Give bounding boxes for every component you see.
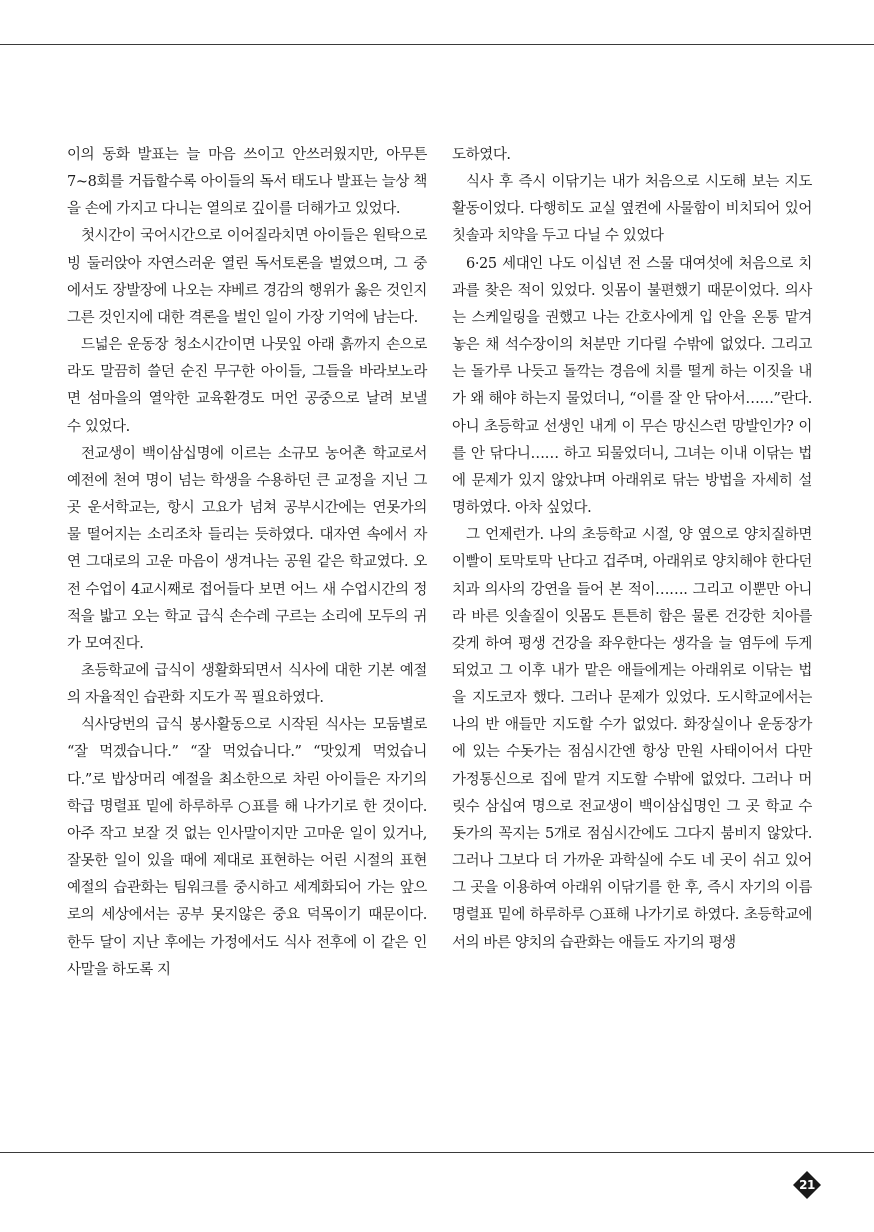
- paragraph: 6·25 세대인 나도 이십년 전 스물 대여섯에 처음으로 치과를 찾은 적이 있었다. 잇몸이 불편했기 때문이었다. 의사는 스케일링을 권했고 나는 간호사에게 입 안을 온통 맡겨놓은 채 석수장이의 처분만 기다릴 수밖에 없었다. 그리고는 돌가루 나듯고 돌깍는 경음에 치를 떨게 하는 이짓을 내가 왜 해야 하는지 물었더니, “이를 잘 안 닦아서……”란다. 아니 초등학교 선생인 내게 이 무슨 망신스런 망발인가? 이를 안 닦다니…… 하고 되물었더니, 그녀는 이내 이닦는 법에 문제가 있지 않았냐며 아래위로 닦는 방법을 자세히 설명하였다. 아차 싶었다.: [452, 255, 812, 517]
- page-number: 21: [799, 1178, 815, 1192]
- paragraph: 식사당번의 급식 봉사활동으로 시작된 식사는 모둠별로 “잘 먹겠습니다.” “잘 먹었습니다.” “맛있게 먹었습니다.”로 밥상머리 예절을 최소한으로 차린 아이들은 자기의 학급 명렬표 밑에 하루하루 ○표를 해 나가기로 한 것이다. 아주 작고 보잘 것 없는 인사말이지만 고마운 일이 있거나, 잘못한 일이 있을 때에 제대로 표현하는 어린 시절의 표현 예절의 습관화는 팀워크를 중시하고 세계화되어 가는 앞으로의 세상에서는 공부 못지않은 중요 덕목이기 때문이다. 한두 달이 지난 후에는 가정에서도 식사 전후에 이 같은 인사말을 하도록 지: [67, 717, 427, 978]
- bottom-rule: [0, 1152, 874, 1153]
- paragraph: 이의 동화 발표는 늘 마음 쓰이고 안쓰러웠지만, 아무튼 7~8회를 거듭할수록 아이들의 독서 태도나 발표는 늘상 책을 손에 가지고 다니는 열의로 깊이를 더해가고 있었다.: [67, 147, 427, 218]
- paragraph: 도하였다.: [452, 147, 511, 163]
- paragraph: 첫시간이 국어시간으로 이어질라치면 아이들은 원탁으로 빙 둘러앉아 자연스러운 열린 독서토론을 벌였으며, 그 중에서도 장발장에 나오는 쟈베르 경감의 행위가 옳은 것인지 그른 것인지에 대한 격론을 벌인 일이 가장 기억에 남는다.: [67, 228, 427, 326]
- paragraph: 드넓은 운동장 청소시간이면 나뭇잎 아래 흙까지 손으로라도 말끔히 쓸던 순진 무구한 아이들, 그들을 바라보노라면 섬마을의 열악한 교육환경도 머언 공중으로 날려 보낼 수 있었다.: [67, 337, 427, 435]
- paragraph: 그 언제런가. 나의 초등학교 시절, 양 옆으로 양치질하면 이빨이 토막토막 난다고 겁주며, 아래위로 양치해야 한다던 치과 의사의 강연을 들어 본 적이……. 그리고 이뿐만 아니라 바른 잇솔질이 잇몸도 튼튼히 함은 물론 건강한 치아를 갖게 하여 평생 건강을 좌우한다는 생각을 늘 염두에 두게 되었고 그 이후 내가 맡은 애들에게는 아래위로 이닦는 법을 지도코자 했다. 그러나 문제가 있었다. 도시학교에서는 나의 반 애들만 지도할 수가 없었다. 화장실이나 운동장가에 있는 수돗가는 점심시간엔 항상 만원 사태이어서 다만 가정통신으로 집에 맡겨 지도할 수밖에 없었다. 그러나 머릿수 삼십여 명으로 전교생이 백이삼십명인 그 곳 학교 수돗가의 꼭지는 5개로 점심시간에도 그다지 붐비지 않았다. 그러나 그보다 더 가까운 과학실에 수도 네 곳이 쉬고 있어 그 곳을 이용하여 아래위 이닦기를 한 후, 즉시 자기의 이름 명렬표 밑에 하루하루 ○표해 나가기로 하였다. 초등학교에서의 바른 양치의 습관화는 애들도 자기의 평생: [452, 527, 812, 951]
- top-rule: [0, 44, 874, 45]
- left-column: [67, 142, 427, 984]
- paragraph: 전교생이 백이삼십명에 이르는 소규모 농어촌 학교로서 예전에 천여 명이 넘는 학생을 수용하던 큰 교정을 지닌 그곳 운서학교는, 항시 고요가 넘쳐 공부시간에는 연못가의 물 떨어지는 소리조차 들리는 듯하였다. 대자연 속에서 자연 그대로의 고운 마음이 생겨나는 공원 같은 학교였다. 오전 수업이 4교시째로 접어들다 보면 어느 새 수업시간의 정적을 밟고 오는 학교 급식 손수레 구르는 소리에 모두의 귀가 모여진다.: [67, 445, 427, 652]
- paragraph: 초등학교에 급식이 생활화되면서 식사에 대한 기본 예절의 자율적인 습관화 지도가 꼭 필요하였다.: [67, 662, 427, 707]
- paragraph: 식사 후 즉시 이닦기는 내가 처음으로 시도해 보는 지도활동이었다. 다행히도 교실 옆켠에 사물함이 비치되어 있어 칫솔과 치약을 두고 다닐 수 있었다: [452, 174, 812, 245]
- right-column: [452, 142, 812, 957]
- page-number-badge: [793, 1171, 821, 1199]
